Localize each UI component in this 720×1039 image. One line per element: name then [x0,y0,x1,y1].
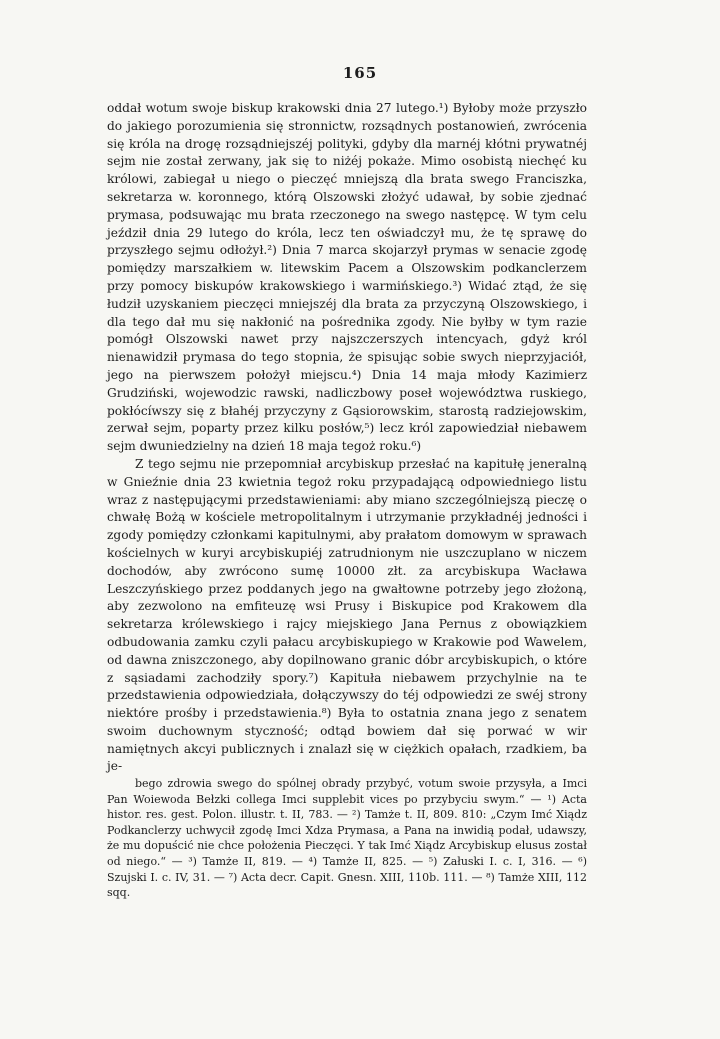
page-number: 165 [342,64,378,82]
main-text [107,100,587,776]
paragraph-2: Z tego sejmu nie przepomniał arcybiskup przesłać na kapitułę jeneralną w Gnieźnie dnia 23 kwietnia tegoż roku przypadającą odpowiedniego listu wraz z następującymi przedstawieniami: aby miano szczególniejszą pieczę o chwałę Bożą w kościele metropolitalnym i utrzymanie przykładnéj jedności i zgody pomiędzy członkami kapitulnymi, aby prałatom domowym w sprawach kościelnych w kuryi arcybiskupiéj zatrudnionym nie uszczuplano w niczem dochodów, aby zwrócono sumę 10000 złt. za arcybiskupa Wacława Leszczyńskiego przez poddanych jego na gwałtowne potrzeby jego złożoną, aby zezwolono na emfiteuzę wsi Prusy i Biskupice pod Krakowem dla sekretarza królewskiego i rajcy miejskiego Jana Pernus z obowiązkiem odbudowania zamku czyli pałacu arcybiskupiego w Krakowie pod Wawelem, od dawna zniszczonego, aby dopilnowano granic dóbr arcybiskupich, o które z sąsiadami zachodziły spory.⁷) Kapituła niebawem przychylnie na te przedstawienia odpowiedziała, dołączywszy do téj odpowiedzi ze swéj strony niektóre prośby i przedstawienia.⁸) Była to ostatnia znana jego z senatem swoim duchownym styczność; odtąd bowiem dał się porwać w wir namiętnych akcyi publicznych i znalazł się w ciężkich opałach, rzadkiem, ba je- [107,456,587,774]
footnote-text: bego zdrowia swego do spólnej obrady przybyć, votum swoie przysyła, a Imci Pan Woiewoda Bełzki collega Imci supplebit vices po przybyciu swym.“ — ¹) Acta histor. res. gest. Polon. illustr. t. II, 783. — ²) Tamże t. II, 809. 810: „Czym Imć Xiądz Podkanclerzy uchwycił zgodę Imci Xdza Prymasa, a Pana na inwidią podał, udawszy, że mu dopuścić nie chce położenia Pieczęci. Y tak Imć Xiądz Arcybiskup elusus został od niego.“ — ³) Tamże II, 819. — ⁴) Tamże II, 825. — ⁵) Załuski I. c. I, 316. — ⁶) Szujski I. c. IV, 31. — ⁷) Acta decr. Capit. Gnesn. XIII, 110b. 111. — ⁸) Tamże XIII, 112 sqq. [107,777,587,900]
footnotes [107,776,587,901]
paragraph-1: oddał wotum swoje biskup krakowski dnia 27 lutego.¹) Byłoby może przyszło do jakiego porozumienia się stronnictw, rozsądnych postanowień, zwrócenia się króla na drogę rozsądniejszéj polityki, gdyby dla marnéj kłótni prywatnéj sejm nie został zerwany, jak się to niżéj pokaże. Mimo osobistą niechęć ku królowi, zabiegał u niego o pieczęć mniejszą dla brata swego Franciszka, sekretarza w. koronnego, którą Olszowski złożyć udawał, by sobie zjednać prymasa, podsuwając mu brata rzeczonego na swego następcę. W tym celu jeździł dnia 29 lutego do króla, lecz ten oświadczył mu, że tę sprawę do przyszłego sejmu odłożył.²) Dnia 7 marca skojarzył prymas w senacie zgodę pomiędzy marszałkiem w. litewskim Pacem a Olszowskim podkanclerzem przy pomocy biskupów krakowskiego i warmińskiego.³) Widać ztąd, że się łudził uzyskaniem pieczęci mniejszéj dla brata za przyczyną Olszowskiego, i dla tego dał mu się nakłonić na pośrednika zgody. Nie byłby w tym razie pomógł Olszowski nawet przy najszczerszych intencyach, gdyż król nienawidził prymasa do tego stopnia, że spisując sobie swych nieprzyjaciół, jego na pierwszem położył miejscu.⁴) Dnia 14 maja młody Kazimierz Grudziński, wojewodzic rawski, nadliczbowy poseł województwa ruskiego, pokłócíwszy się z błahéj przyczyny z Gąsiorowskim, starostą radziejowskim, zerwał sejm, poparty przez kilku posłów,⁵) lecz król zapowiedział niebawem sejm dwuniedzielny na dzień 18 maja tegoż roku.⁶) [107,101,587,454]
